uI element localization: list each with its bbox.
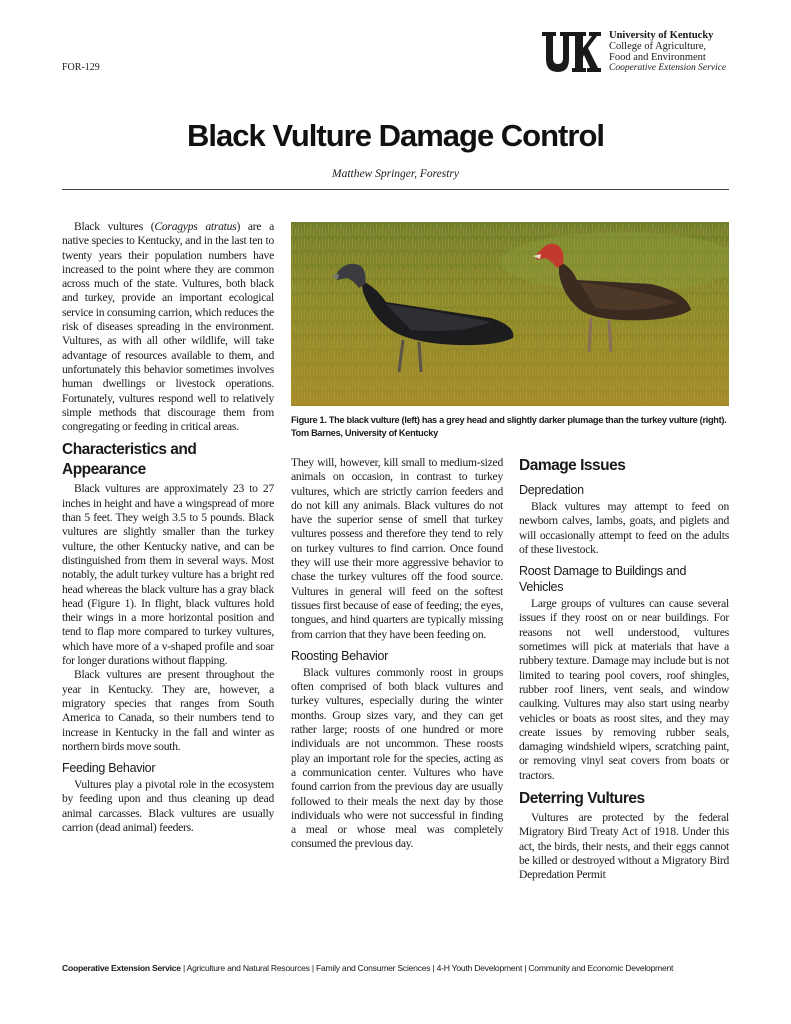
- footer-lead: Cooperative Extension Service: [62, 963, 181, 973]
- author-line: Matthew Springer, Forestry: [331, 168, 460, 180]
- college-line-1: College of Agriculture,: [609, 41, 707, 52]
- service-name: Cooperative Extension Service: [609, 63, 727, 73]
- feeding-paragraph-2: They will, however, kill small to medium-sized animals on occasion, in contrast to turkey vultures, which are strictly carrion feeders and do not kill any animals. Black vultures do not have the superior sense of smell that turkey vultures possess and therefore they tend to rely on turkey vultures to find carrion. Once found they will use their more aggressive behavior to chase the turkey vultures off the food source. Vultures in general will feed on the softest tissues first because of ease of feeding; the eyes, tongues, and hind quarters are typically missing from carrion that they have been feeding on.: [291, 456, 503, 641]
- college-line-2: Food and Environment: [609, 52, 706, 63]
- title-divider: [62, 189, 729, 190]
- footer-program-list: | Agriculture and Natural Resources | Family and Consumer Sciences | 4-H Youth Development | Community and Economic Development: [180, 963, 674, 973]
- uk-logo-icon: [540, 30, 602, 76]
- institution-name: University of Kentucky: [609, 30, 714, 41]
- feeding-heading: Feeding Behavior: [62, 761, 156, 776]
- publication-code: FOR-129: [62, 62, 100, 73]
- deterring-paragraph-1: Vultures are protected by the federal Migratory Bird Treaty Act of 1918. Under this act, the birds, their nests, and their eggs cannot be killed or destroyed without a Migratory Bird Depredation Permit: [519, 811, 729, 882]
- roosting-heading: Roosting Behavior: [291, 648, 389, 663]
- feeding-paragraph-1: Vultures play a pivotal role in the ecosystem by feeding upon and thus cleaning up dead animal carcasses. Black vultures are usually carrion (dead animal) feeders.: [62, 778, 274, 834]
- roost-damage-paragraph: Large groups of vultures can cause several issues if they roost on or near buildings. For reasons not well understood, vultures sometimes will pick at materials that have a rubbery texture. Damage may include but is not limited to tearing pool covers, roof shingles, rubber roof liners, vent seals, and window caulking. Vultures may also start using nearby vehicles or boats as roost sites, and they may create issues by removing rubber seals, damaging windshield wipers, scratching paint, or removing vinyl seat covers from boats or tractors.: [519, 597, 730, 782]
- column-3: [519, 456, 729, 883]
- depredation-paragraph: Black vultures may attempt to feed on newborn calves, lambs, goats, and piglets and will occasionally attempt to feed on the adults of these livestock.: [519, 500, 729, 556]
- column-1: [62, 220, 274, 835]
- intro-paragraph: Black vultures (Coragyps atratus) are a native species to Kentucky, and in the last ten to twenty years their population numbers have increased to the point where they are common across much of the state. Vultures, both black and turkey, provide an important ecological service in consuming carrion, which reduces the risk of diseases spreading in the environment. Vultures, as with all other wildlife, will take advantage of resources available to them, and unfortunately this behavior sometimes involves human dwellings or livestock operations. Fortunately, vultures respond well to relatively simple methods that discourage them from congregating or feeding in critical areas.: [62, 220, 274, 434]
- institution-block: [609, 30, 726, 74]
- depredation-heading: Depredation: [519, 483, 584, 497]
- species-name: Coragyps atratus: [154, 220, 237, 233]
- characteristics-heading: Characteristics and Appearance: [62, 441, 197, 479]
- roost-damage-heading: Roost Damage to Buildings and Vehicles: [519, 564, 687, 595]
- figure-caption: Figure 1. The black vulture (left) has a grey head and slightly darker plumage than the turkey vulture (right). Tom Barnes, University of Kentucky: [291, 415, 727, 438]
- damage-heading: Damage Issues: [519, 457, 626, 474]
- characteristics-paragraph-1: Black vultures are approximately 23 to 27 inches in height and have a wingspread of more than 5 feet. They weigh 3.5 to 5 pounds. Black vultures are slightly smaller than the turkey vulture, the other Kentucky native, and can be distinguished from them in several ways. Most notably, the adult turkey vulture has a bright red head whereas the black vulture has a gray black head (Figure 1). In flight, black vultures hold their wings in a more horizontal position and tend to flap more compared to turkey vultures, which have more of a v-shaped profile and soar for longer durations without flapping.: [62, 482, 274, 668]
- roosting-paragraph-1: Black vultures commonly roost in groups often comprised of both black vultures and turkey vultures, especially during the winter months. Group sizes vary, and they can get rather large; roosts of one hundred or more individuals are not uncommon. These roosts play an important role for the species, acting as a communication center. Vultures who have found carrion from the previous day are usually followed to their meals the next day by those individuals who were not successful in finding a meal or whose meal was completely consumed the previous day.: [291, 665, 503, 851]
- deterring-heading: Deterring Vultures: [519, 790, 645, 808]
- page-title: Black Vulture Damage Control: [186, 118, 604, 153]
- vultures-photo-icon: [291, 222, 729, 406]
- characteristics-paragraph-2: Black vultures are present throughout the year in Kentucky. They are, however, a migratory species that ranges from South America to Canada, so their numbers tend to increase in Kentucky in the fall and winter as northern birds move south.: [62, 668, 274, 753]
- footer-programs: [62, 963, 742, 973]
- column-2: [291, 456, 503, 852]
